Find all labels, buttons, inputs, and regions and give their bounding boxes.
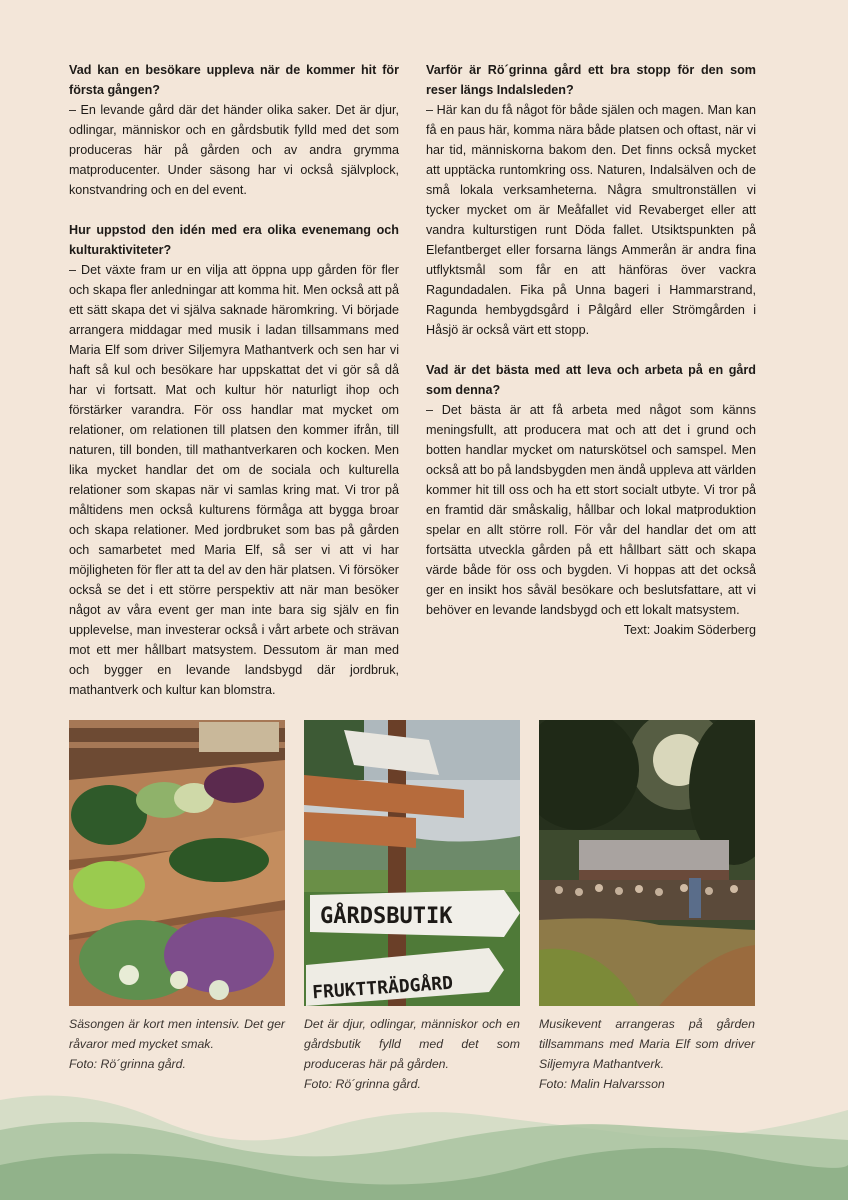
fruktradgard-sign-text: FRUKTTRÄDGÅRD [311, 972, 454, 1004]
author-byline: Text: Joakim Söderberg [623, 623, 756, 637]
qa-block [426, 360, 756, 620]
farm-signpost-photo [304, 720, 520, 1006]
vegetable-crates-photo [69, 720, 285, 1006]
answer: – Här kan du få något för både själen och magen. Man kan få en paus här, komma nära både platsen och oftast, när vi har tid, människorna bakom den. Det finns också mycket att upptäcka runtomkring oss. Naturen, Indalsälven och de små lokala verksamheterna. Några smultronställen vi tycker mycket om är Meåfallet vid Revaberget eller att vandra kulturstigen runt Döda fallet. Utsiktspunkten på Elefantberget eller forsarna längs Ammerån är andra fina utflyktsmål som får en att hänföras över vackra Ragundadalen. Fika på Unna bageri i Hammarstrand, Ragunda hembygdsgård i Pålgård eller Strömgården i Håsjö är också värt ett stopp. [426, 103, 756, 337]
caption-credit: Foto: Rö´grinna gård. [69, 1057, 186, 1071]
question: Varför är Rö´grinna gård ett bra stopp för den som reser längs Indalsleden? [426, 63, 756, 97]
question: Vad är det bästa med att leva och arbeta på en gård som denna? [426, 363, 756, 397]
caption-text: Det är djur, odlingar, människor och en gårdsbutik fylld med det som produceras här på gården. [304, 1017, 520, 1071]
left-column [69, 60, 399, 720]
gardsbutik-sign-text: GÅRDSBUTIK [320, 904, 453, 929]
question: Hur uppstod den idén med era olika evenemang och kulturaktiviteter? [69, 223, 399, 257]
decorative-mountains [0, 1080, 848, 1200]
answer: – En levande gård där det händer olika saker. Det är djur, odlingar, människor och en gårdsbutik fylld med det som produceras här på gården och av andra grymma matproducenter. Under säsong har vi också självplock, konstvandring och en del event. [69, 103, 399, 197]
caption-text: Musikevent arrangeras på gården tillsammans med Maria Elf som driver Siljemyra Mathantverk. [539, 1017, 755, 1071]
answer: – Det växte fram ur en vilja att öppna upp gården för fler och skapa fler anledningar att komma hit. Men också att på ett sätt skapa det vi själva saknade häromkring. Vi började arrangera middagar med musik i ladan tillsammans med Maria Elf som driver Siljemyra Mathantverk och sen har vi haft så kul och besökare har uppskattat det vi gör så då har vi fortsatt. Mat och kultur hör naturligt ihop och förstärker varandra. För oss handlar mat mycket om relationer, om relationen till platsen den kommer ifrån, till naturen, till bonden, till mathantverkaren och kocken. Men lika mycket handlar det om de sociala och kulturella relationer som skapas när vi samlas kring mat. Vi tror på måltidens men också kulturens förmåga att bygga broar och skapa relationer. Med jordbruket som bas på gården och samarbetet med Maria Elf, så ser vi att vi har möjligheten för fler att ta del av den här platsen. Vi försöker också se det i ett större perspektiv att när man besöker något av våra event ger man inte bara sig själv en fin upplevelse, man investerar också i vårt arbete och strävan mot ett mer hållbart matsystem. Dessutom är man med och bygger en levande landsbygd där jordbruk, mathantverk och kultur kan blomstra. [69, 263, 399, 697]
qa-block [426, 60, 756, 340]
question: Vad kan en besökare uppleva när de kommer hit för första gången? [69, 63, 399, 97]
right-column [426, 60, 756, 653]
qa-block [69, 60, 399, 200]
caption-credit: Foto: Malin Halvarsson [539, 1077, 665, 1091]
qa-block [69, 220, 399, 700]
caption-credit: Foto: Rö´grinna gård. [304, 1077, 421, 1091]
answer: – Det bästa är att få arbeta med något som känns meningsfullt, att producera mat och att det i grund och botten handlar mycket om naturskötsel och samspel. Men också att bo på landsbygden men ändå uppleva att världen kommer hit till oss och ha ett stort socialt utbyte. Vi tror på en framtid där småskalig, hållbar och lokal matproduktion spelar en allt större roll. För vår del handlar det om att fortsätta utveckla gården på ett hållbart sätt och skapa värde både för oss och bygden. Vi hoppas att det också ger en insikt hos såväl besökare och beslutsfattare, att vi behöver en levande landsbygd och ett lokalt matsystem. [426, 403, 756, 617]
caption-text: Säsongen är kort men intensiv. Det ger råvaror med mycket smak. [69, 1017, 285, 1051]
music-event-photo [539, 720, 755, 1006]
photo-caption [69, 1014, 285, 1074]
